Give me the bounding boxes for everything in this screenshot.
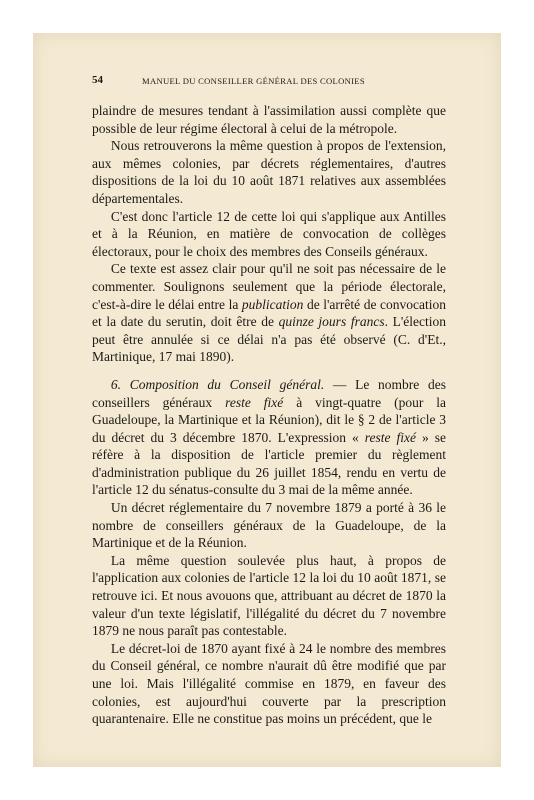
page-number: 54 xyxy=(92,74,103,86)
page-header xyxy=(92,74,446,90)
paragraph xyxy=(92,260,446,366)
paragraph-text: Le décret-loi de 1870 ayant fixé à 24 le nombre des membres du Conseil général, ce nombre n'aurait dû être modifié que par une loi. Mais l'illégalité commise en 1879, en faveur des colonies, est aujourd'hui couverte par la prescription quarantenaire. Elle ne constitue pas moins un précédent, que le xyxy=(92,640,446,727)
paragraph-text-part: à vingt-quatre (pour la Guadeloupe, la Martinique et la Réunion), dit le § 2 de l'article 3 du décret du 3 décembre 1870. L'expression « xyxy=(92,394,446,445)
paragraph-text-part: — Le nombre des conseillers généraux xyxy=(92,376,446,410)
book-page xyxy=(92,74,447,727)
emphasized-term: quinze jours francs xyxy=(278,314,385,330)
running-title: MANUEL DU CONSEILLER GÉNÉRAL DES COLONIES xyxy=(142,76,365,86)
emphasized-term: reste fixé xyxy=(364,429,416,445)
emphasized-term: reste fixé xyxy=(225,394,284,410)
emphasized-term: publication xyxy=(241,296,304,312)
paragraph-text: Un décret réglementaire du 7 novembre 1879 a porté à 36 le nombre de conseillers généraux de la Guadeloupe, de la Martinique et de la Réunion. xyxy=(92,500,446,551)
paragraph-text: Nous retrouverons la même question à propos de l'extension, aux mêmes colonies, par décrets réglementaires, d'autres dispositions de la loi du 10 août 1871 relatives aux assemblées départementales. xyxy=(92,138,446,206)
paragraph xyxy=(92,208,446,261)
paragraph xyxy=(92,137,446,207)
section-paragraph xyxy=(92,376,446,499)
body-text xyxy=(92,102,446,728)
paragraph-text: plaindre de mesures tendant à l'assimilation aussi complète que possible de leur régime électoral à celui de la métropole. xyxy=(92,103,446,136)
section-heading: 6. Composition du Conseil général. xyxy=(110,376,325,392)
paragraph xyxy=(92,499,446,552)
paragraph-text-part: » se réfère à la disposition de l'article premier du règlement d'administration publique du 26 juillet 1854, rendu en vertu de l'article 12 du sénatus-consulte du 3 mai de la même année. xyxy=(92,429,447,498)
paragraph-text-part: Ce texte est assez clair pour qu'il ne soit pas nécessaire de le commenter. Soulignons seulement que la période électorale, c'est-à-dire le délai entre la xyxy=(92,261,446,312)
paragraph-continuation xyxy=(92,102,446,137)
paragraph xyxy=(92,640,446,728)
paragraph-text: La même question soulevée plus haut, à propos de l'application aux colonies de l'article 12 la loi du 10 août 1871, se retrouve ici. Et nous avouons que, attribuant au décret de 1870 la valeur d'un texte législatif, l'illégalité du décret du 7 novembre 1879 ne nous paraît pas contestable. xyxy=(92,552,446,639)
paragraph-text-part: . L'élection peut être annulée si ce délai n'a pas été observé (C. d'Et., Martinique, 17 mai 1890). xyxy=(92,314,446,365)
paragraph-text-part: de l'arrêté de convocation et la date du serutin, doit être de xyxy=(92,296,446,330)
paragraph xyxy=(92,552,446,640)
paragraph-text: C'est donc l'article 12 de cette loi qui s'applique aux Antilles et à la Réunion, en matière de convocation de collèges électoraux, pour le choix des membres des Conseils généraux. xyxy=(92,208,446,259)
